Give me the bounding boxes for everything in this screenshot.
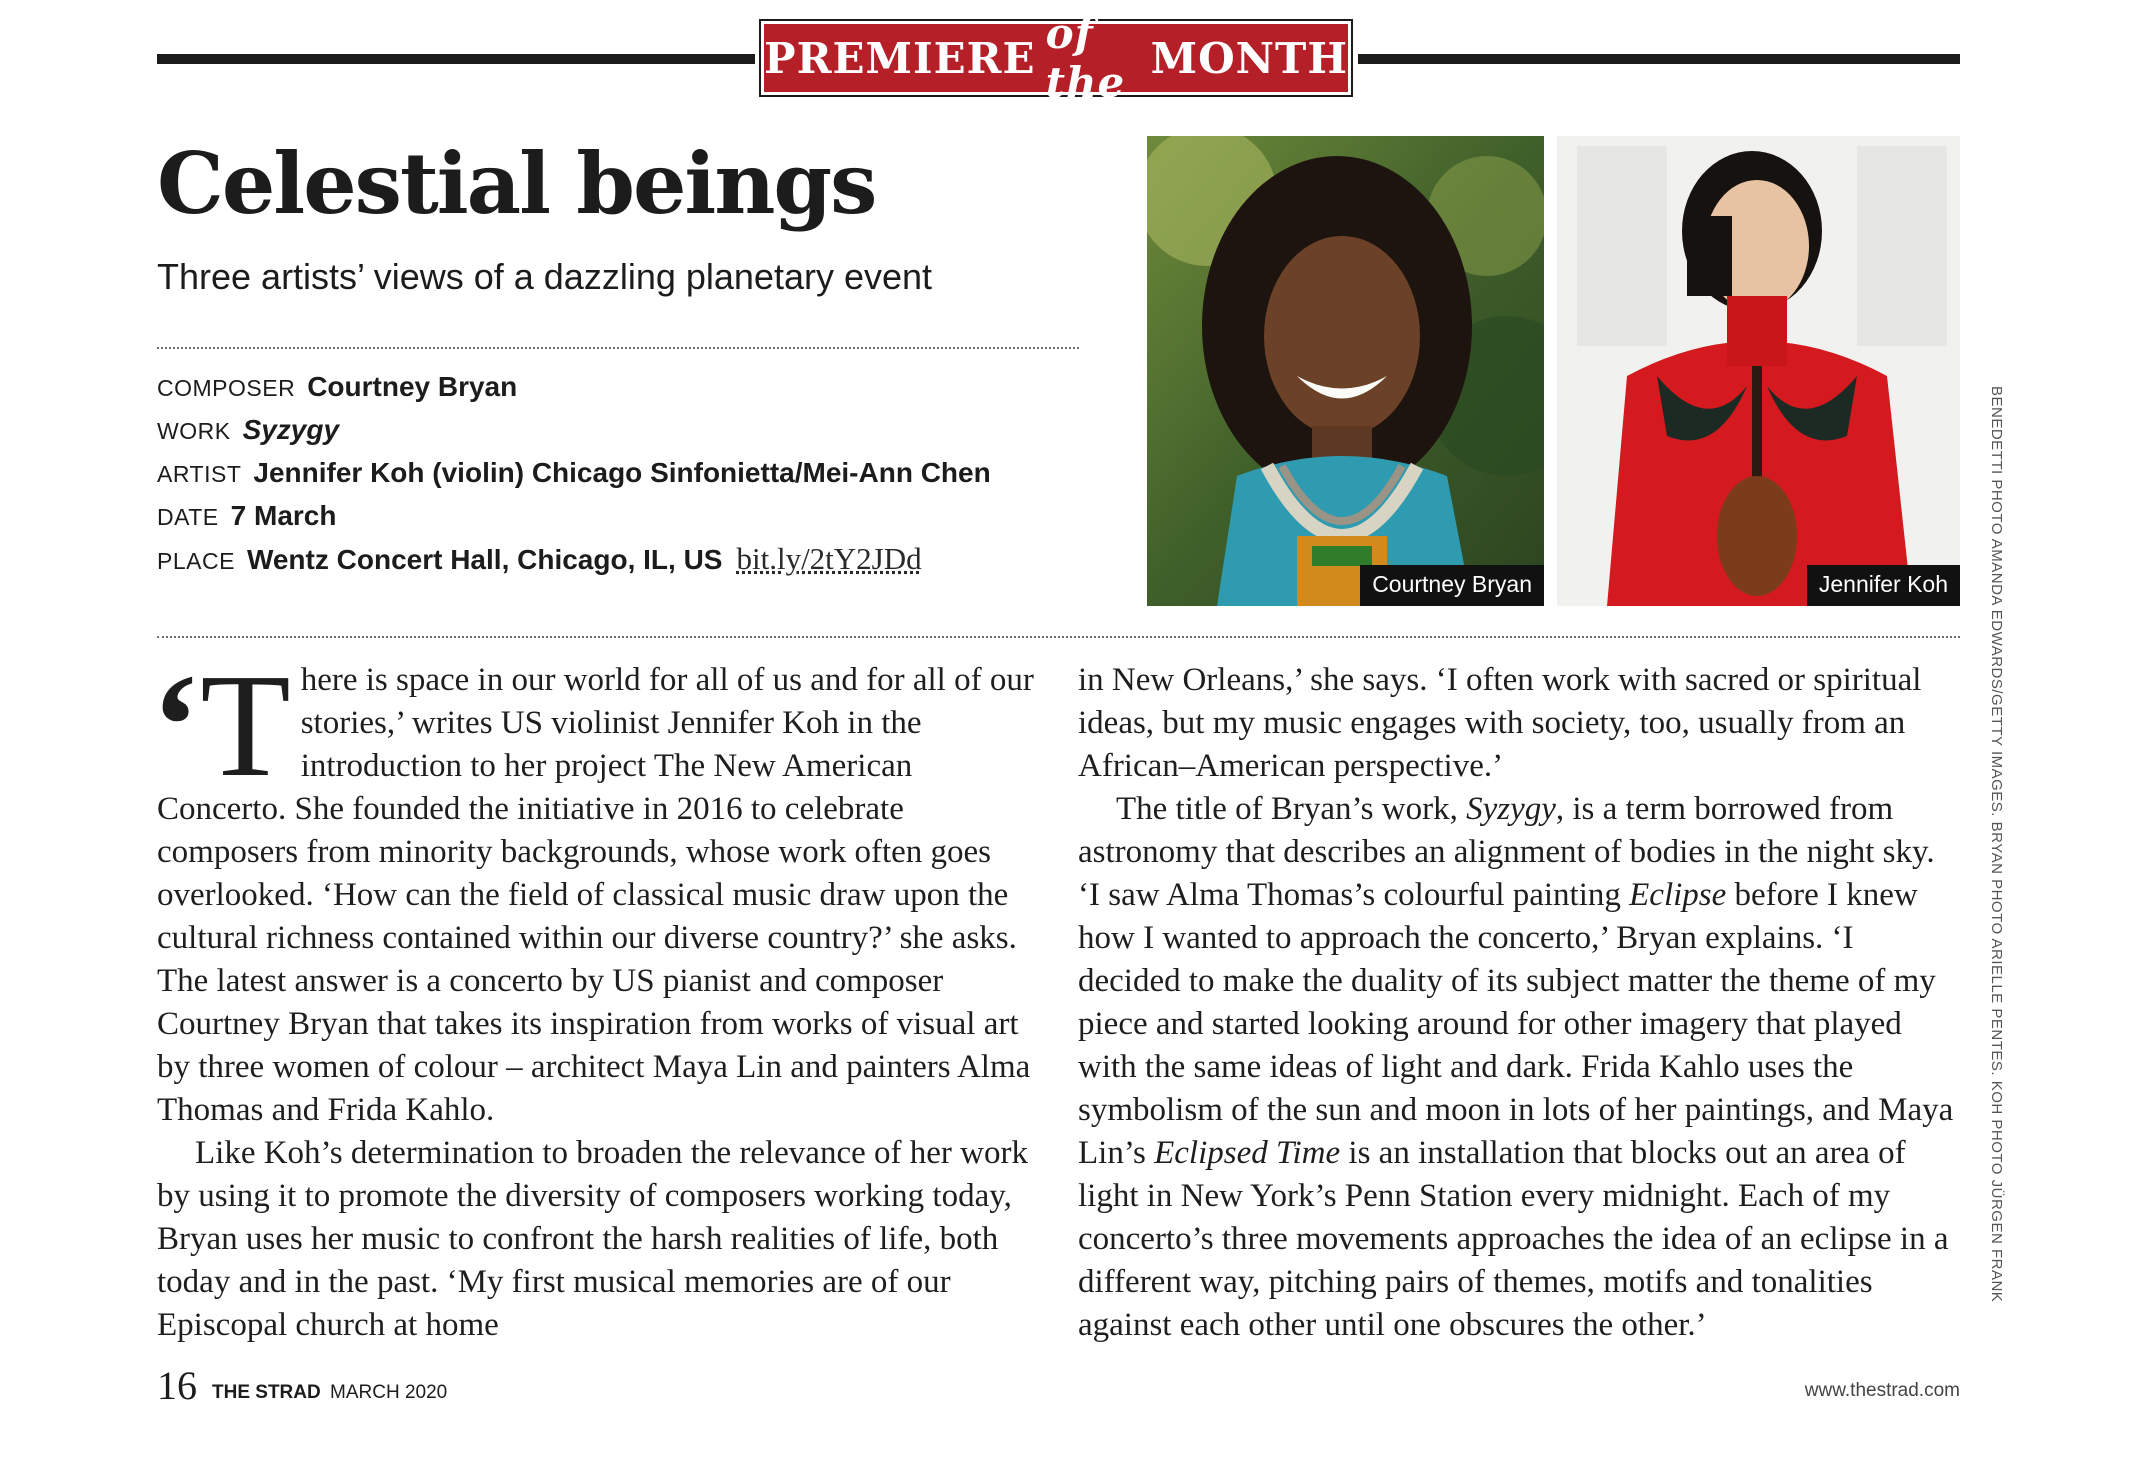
dropcap-letter: T bbox=[200, 644, 291, 808]
kicker-month: MONTH bbox=[1150, 33, 1348, 83]
facts-divider-top bbox=[157, 347, 1079, 349]
photo-courtney-bryan bbox=[1147, 136, 1544, 606]
work-value: Syzygy bbox=[242, 414, 340, 445]
p4-title-syzygy: Syzygy bbox=[1466, 791, 1556, 827]
place-label: PLACE bbox=[157, 548, 235, 574]
p4-text-c: before I knew how I wanted to approach the concerto,’ Bryan explains. ‘I decided to make the duality of its subject matter the theme of my piece and started looking around for other imagery that played with the same ideas of light and dark. Frida Kahlo uses the symbolism of the sun and moon in lots of her paintings, and Maya Lin’s bbox=[1078, 877, 1954, 1171]
composer-value: Courtney Bryan bbox=[307, 371, 518, 402]
body-column-left bbox=[151, 644, 1037, 1347]
header-rule-left bbox=[157, 54, 755, 64]
body-paragraph-4 bbox=[1078, 788, 1958, 1347]
body-paragraph-3: in New Orleans,’ she says. ‘I often work with sacred or spiritual ideas, but my music engages with society, too, usually from an African–American perspective.’ bbox=[1078, 662, 1922, 784]
event-link[interactable]: bit.ly/2tY2JDd bbox=[736, 541, 922, 576]
section-kicker bbox=[764, 9, 1348, 107]
kicker-premiere: PREMIERE bbox=[764, 33, 1036, 83]
dropcap-quote: ‘ bbox=[151, 644, 201, 808]
page-number: 16 bbox=[157, 1363, 197, 1408]
body-column-right bbox=[1078, 659, 1958, 1347]
composer-label: COMPOSER bbox=[157, 375, 296, 401]
p4-text-b: , is a term borrowed from astronomy that describes an alignment of bodies in the night sky. ‘I saw Alma Thomas’s colourful painting bbox=[1078, 791, 1935, 913]
photo-jennifer-koh bbox=[1557, 136, 1960, 606]
premiere-facts bbox=[157, 365, 991, 580]
headline: Celestial beings bbox=[157, 134, 876, 233]
work-label: WORK bbox=[157, 418, 231, 444]
fact-place bbox=[157, 537, 991, 580]
artist-value: Jennifer Koh (violin) Chicago Sinfonietta/Mei-Ann Chen bbox=[253, 457, 991, 488]
caption-jennifer-koh: Jennifer Koh bbox=[1807, 565, 1960, 606]
p4-text-d: is an installation that blocks out an area of light in New York’s Penn Station every midnight. Each of my concerto’s three movements approaches the idea of an eclipse in a different way, pitching pairs of themes, motifs and tonalities against each other until one obscures the other.’ bbox=[1078, 1135, 1949, 1343]
issue-date: MARCH 2020 bbox=[330, 1382, 448, 1403]
magazine-name: THE STRAD bbox=[212, 1382, 321, 1403]
portrait-illustration-bryan bbox=[1147, 136, 1544, 606]
fact-date bbox=[157, 494, 991, 537]
place-value: Wentz Concert Hall, Chicago, IL, US bbox=[246, 544, 723, 575]
fact-artist bbox=[157, 451, 991, 494]
standfirst: Three artists’ views of a dazzling planetary event bbox=[157, 256, 933, 297]
body-divider bbox=[157, 636, 1960, 638]
website-url[interactable]: www.thestrad.com bbox=[1804, 1380, 1960, 1401]
p4-title-eclipsed-time: Eclipsed Time bbox=[1154, 1135, 1341, 1171]
body-paragraph-1 bbox=[151, 644, 1037, 1132]
caption-courtney-bryan: Courtney Bryan bbox=[1360, 565, 1544, 606]
date-value: 7 March bbox=[230, 500, 337, 531]
p4-title-eclipse: Eclipse bbox=[1629, 877, 1727, 913]
body-paragraph-1-text: here is space in our world for all of us and for all of our stories,’ writes US violinist Jennifer Koh in the introduction to her project The New American Concerto. She founded the initiative in 2016 to celebrate composers from minority backgrounds, whose work often goes overlooked. ‘How can the field of classical music draw upon the cultural richness contained within our diverse country?’ she asks. The latest answer is a concerto by US pianist and composer Courtney Bryan that takes its inspiration from works of visual art by three women of colour – architect Maya Lin and painters Alma Thomas and Frida Kahlo. bbox=[157, 662, 1034, 1128]
portrait-illustration-koh bbox=[1557, 136, 1960, 606]
date-label: DATE bbox=[157, 504, 219, 530]
photo-credit: BENEDETTI PHOTO AMANDA EDWARDS/GETTY IMAGES. BRYAN PHOTO ARIELLE PENTES. KOH PHOTO JÜRGEN FRANK bbox=[1988, 386, 2005, 1303]
fact-composer bbox=[157, 365, 991, 408]
fact-work bbox=[157, 408, 991, 451]
dropcap bbox=[151, 644, 291, 808]
kicker-of-the: of the bbox=[1045, 9, 1126, 107]
magazine-info bbox=[212, 1382, 447, 1404]
body-paragraph-2: Like Koh’s determination to broaden the relevance of her work by using it to promote the diversity of composers working today, Bryan uses her music to confront the harsh realities of life, both today and in the past. ‘My first musical memories are of our Episcopal church at home bbox=[157, 1135, 1028, 1343]
header-rule-right bbox=[1358, 54, 1960, 64]
artist-label: ARTIST bbox=[157, 461, 242, 487]
p4-text-a: The title of Bryan’s work, bbox=[1116, 791, 1467, 827]
